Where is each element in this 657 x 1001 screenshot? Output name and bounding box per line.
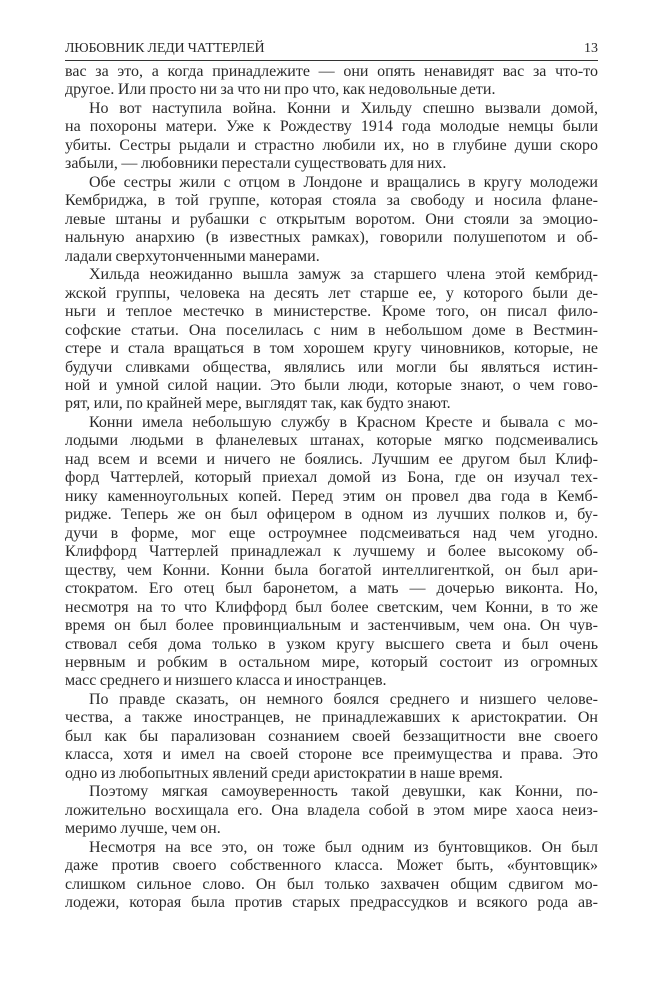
paragraph: [65, 691, 598, 783]
text-line: убиты. Сестры рыдали и страстно любили их, но в глубине души скоро: [65, 136, 598, 154]
paragraph: [65, 783, 598, 838]
text-line: стократом. Его отец был баронетом, а мать — дочерью виконта. Но,: [65, 580, 598, 598]
text-line: софские статьи. Она поселилась с ним в небольшом доме в Вестмин-: [65, 321, 598, 339]
text-line: вас за это, а когда принадлежите — они опять ненавидят вас за что-то: [65, 63, 598, 80]
paragraph: [65, 63, 598, 100]
text-line: лодыми людьми в фланелевых штанах, которые мягко подсмеивались: [65, 432, 598, 450]
text-line: Конни имела небольшую службу в Красном Кресте и бывала с мо-: [89, 413, 598, 431]
text-line: Обе сестры жили с отцом в Лондоне и вращались в кругу молодежи: [89, 173, 598, 191]
page-number: 13: [584, 41, 598, 56]
text-line: масс среднего и низшего класса и иностранцев.: [65, 672, 387, 690]
text-line: Кембриджа, в той группе, которая стояла за свободу и носила флане-: [65, 192, 598, 210]
text-line: на похороны матери. Уже к Рождеству 1914 года молодые немцы были: [65, 118, 598, 136]
paragraph: [65, 414, 598, 691]
text-line: другое. Или просто ни за что ни про что, как недовольные дети.: [65, 81, 496, 99]
text-line: нервным и робким в остальном мире, который состоит из огромных: [65, 654, 598, 671]
text-line: несмотря на то что Клиффорд был более светским, чем Конни, в то же: [65, 598, 598, 616]
text-line: нальную анархию (в известных рамках), говорили полушепотом и об-: [65, 229, 598, 247]
text-line: нику каменноугольных копей. Перед этим он провел два года в Кемб-: [65, 487, 598, 505]
text-line: одно из любопытных явлений среди аристократии в наше время.: [65, 764, 503, 782]
page-body: [65, 63, 598, 913]
text-line: над всем и всеми и ничего не боялись. Лучшим ее другом был Клиф-: [65, 450, 598, 468]
text-line: ной и умной силой нации. Это были люди, которые знают, о чем гово-: [65, 376, 598, 394]
text-line: чества, а также иностранцев, не принадлежавших к аристократии. Он: [65, 709, 598, 727]
text-line: забыли, — любовники перестали существовать для них.: [65, 155, 447, 173]
text-line: Но вот наступила война. Конни и Хильду спешно вызвали домой,: [89, 99, 598, 117]
text-line: дучи в форме, мог еще остроумнее подсмеиваться над чем угодно.: [65, 524, 598, 542]
text-line: форд Чаттерлей, который приехал домой из Бона, где он изучал тех-: [65, 469, 598, 487]
text-line: жской группы, человека на десять лет старше ее, у которого были де-: [65, 284, 598, 302]
text-line: По правде сказать, он немного боялся среднего и низшего челове-: [89, 690, 598, 708]
paragraph: [65, 839, 598, 913]
text-line: Хильда неожиданно вышла замуж за старшего члена этой кембрид-: [89, 266, 598, 284]
text-line: Несмотря на все это, он тоже был одним из бунтовщиков. Он был: [89, 838, 598, 856]
text-line: Клиффорд Чаттерлей принадлежал к лучшему и более высокому об-: [65, 543, 598, 561]
text-line: ствовал себя дома только в узком кругу высшего света и был очень: [65, 635, 598, 653]
text-line: ладали сверхутонченными манерами.: [65, 247, 320, 265]
text-line: лодежи, которая была против старых предрассудков и всякого рода ав-: [65, 894, 598, 912]
paragraph: [65, 100, 598, 174]
text-line: ложительно восхищала его. Она владела собой в этом мире хаоса неиз-: [65, 801, 598, 819]
text-line: рят, или, по крайней мере, выглядят так, как будто знают.: [65, 395, 451, 413]
text-line: слишком сильное слово. Он был только захвачен общим сдвигом мо-: [65, 875, 598, 893]
text-line: ньги и теплое местечко в министерстве. Кроме того, он писал фило-: [65, 303, 598, 321]
text-line: время он был более провинциальным и застенчивым, чем она. Он чув-: [65, 617, 598, 635]
text-line: ществу, чем Конни. Конни была богатой интеллигенткой, он был ари-: [65, 561, 598, 579]
text-line: даже против своего собственного класса. Может быть, «бунтовщик»: [65, 857, 598, 875]
text-line: будучи сливками общества, являлись или могли бы являться истин-: [65, 358, 598, 376]
paragraph: [65, 174, 598, 266]
text-line: Поэтому мягкая самоуверенность такой девушки, как Конни, по-: [89, 783, 598, 801]
text-line: был как бы парализован сознанием своей беззащитности вне своего: [65, 727, 598, 745]
running-header: [65, 40, 598, 61]
book-title: ЛЮБОВНИК ЛЕДИ ЧАТТЕРЛЕЙ: [65, 41, 265, 56]
text-line: левые штаны и рубашки с открытым воротом. Они стояли за эмоцио-: [65, 210, 598, 228]
text-line: ридже. Теперь же он был офицером в одном из лучших полков и, бу-: [65, 506, 598, 524]
text-line: стере и стала вращаться в том хорошем кругу чиновников, которые, не: [65, 340, 598, 358]
text-line: меримо лучше, чем он.: [65, 820, 221, 838]
paragraph: [65, 266, 598, 414]
text-line: класса, хотя и имел на своей стороне все преимущества и права. Это: [65, 746, 598, 764]
